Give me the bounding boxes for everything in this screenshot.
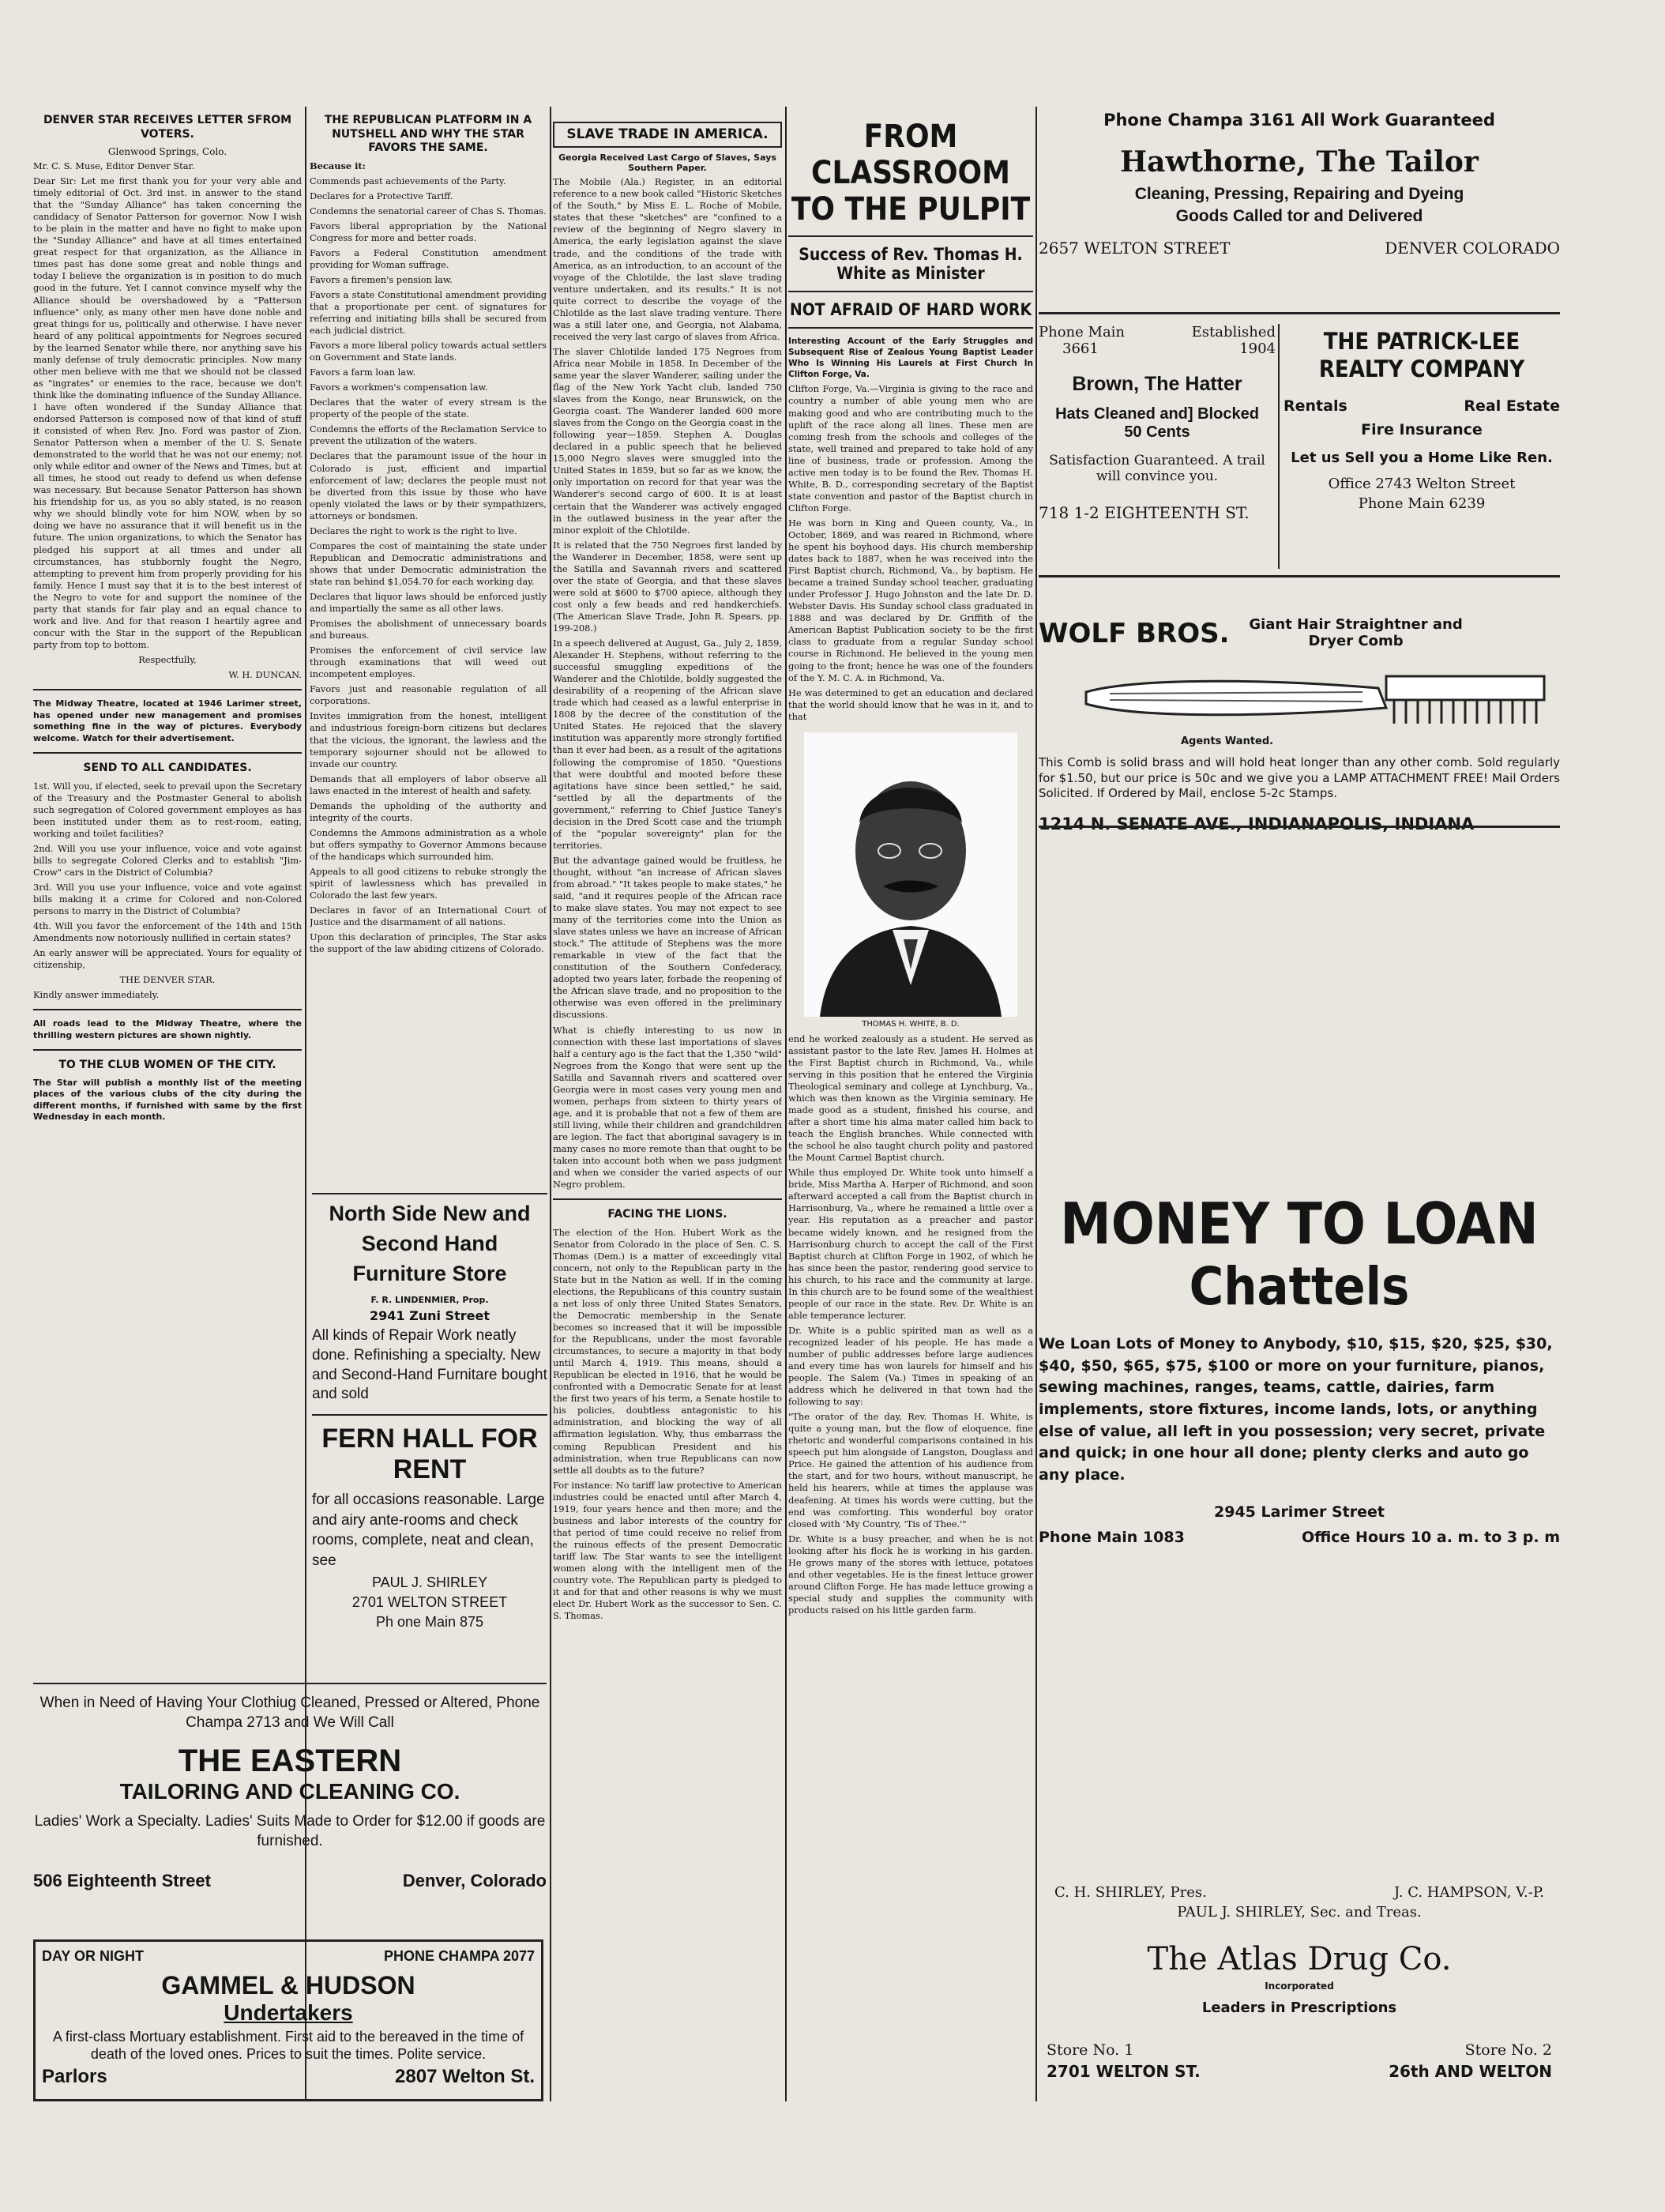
platform-item: Favors a state Constitutional amendment providing that a proportionate per cent. of signatures for referring and initiating bills shall be secured from each judicial district. [310,288,547,337]
paragraph: It is related that the 750 Negroes first landed by the Wanderer in December, 1858, were sent up the Satilla and Savannah rivers and scattered over the state of Georgia, and that these slaves were sold at $600 to $700 apiece, although they cost only a few beads and red handkerchiefs. (The American Slave Trade, John R. Spears, pp. 199-208.) [553,539,782,634]
portrait-caption: THOMAS H. WHITE, B. D. [862,1019,960,1029]
ad-address: 718 1-2 EIGHTEENTH ST. [1039,503,1250,522]
question: 1st. Will you, if elected, seek to prevail upon the Secretary of the Treasury and the Postmaster General to abolish such segregation of Colored government employes as has been instituted under them as to rest-room, eating, working and toilet facilities? [33,780,302,839]
ad-top-right: PHONE CHAMPA 2077 [383,1948,535,1964]
ad-text: Ladies' Work a Specialty. Ladies' Suits Made to Order for $12.00 if goods are furnished. [34,1813,546,1850]
article-body: The Star will publish a monthly list of the meeting places of the various clubs of the city during the different months, if furnished with same by the first Wednesday in each month. [33,1077,302,1123]
headline: FROM CLASSROOM [811,118,1010,191]
signature: W. H. DUNCAN. [228,668,302,680]
ad-top: Phone Champa 3161 All Work Guaranteed [1103,111,1495,130]
platform-item: Favors a more liberal policy towards actual settlers on Government and State lands. [310,340,547,363]
platform-item: Favors a Federal Constitution amendment providing for Woman suffrage. [310,246,547,270]
platform-list [310,175,547,929]
platform-item: Commends past achievements of the Party. [310,175,506,186]
divider [1039,826,1560,828]
ad-address: 2945 Larimer Street [1214,1503,1385,1522]
platform-item: Favors liberal appropriation by the National Congress for more and better roads. [310,220,547,243]
platform-item: Declares in favor of an International Court of Justice and the disarmament of all nations. [310,905,547,928]
portrait-image [804,732,1017,1017]
ad-line: Satisfaction Guaranteed. A trail will convince you. [1049,453,1265,484]
ad-bottom-left: Parlors [42,2066,107,2088]
paragraph: For instance: No tariff law protective to American industries could be enacted until after March 4, 1919, four years hence and then more; and the business and labor interests of the country for that period of time could receive no relief from the ruinous effects of the present Democratic tariff law. The Star wants to see the intelligent women along with the intelligent men of the country vote. The Republican party is pledged to it and for that and other reasons is why we must elect Dr. Hubert Work as the successor to Sen. C. S. Thomas. [553,1479,782,1622]
signature: THE DENVER STAR. [119,974,216,986]
ad-product: Giant Hair Straightner and Dryer Comb [1249,616,1463,649]
ad-phone: Phone Main 1083 [1039,1529,1185,1547]
paragraph: Clifton Forge, Va.—Virginia is giving to the race and country a number of able young men who are making good and who are contributing much to the uplift of the race along all lines. These men are coming fresh from the schools and colleges of the state, well trained and prepared to take hold of any line of business, trade or profession. Among the active men today is to be found the Rev. Thomas H. White, B. D., corresponding secretary of the Baptist state convention and pastor of the Baptist church in Clifton Forge. [788,383,1033,514]
brown-hatter-ad [1039,324,1276,522]
contact-phone: Ph one Main 875 [375,1613,484,1630]
platform-item: Declares that liquor laws should be enforced justly and impartially the same as all other laws. [310,591,547,615]
column-rule [1035,107,1037,2101]
paragraph: In a speech delivered at August, Ga., July 2, 1859, Alexander H. Stephens, without referring to the successful smuggling expeditions of the Wanderer and the Chlotilde, boldly suggested the desirability of a reopening of the African slave trade which had ceased as a lawful enterprise in 1808 by the decree of the constitution of the United States. He rejoiced that the slavery institution was apparently more strongly fortified than it ever had been, as a result of the agitations following the compromise of 1850. "Questions that were doubtful and mooted before these agitations have since been settled," he said, "settled by all the departments of the government," referring to Chief Justice Taney's decision in the Dred Scott case and the triumph of the "popular sovereignty" plan for the territories. [553,638,782,851]
question: 4th. Will you favor the enforcement of the 14th and 15th Amendments now notoriously nullified in certain states? [33,920,302,944]
gammel-hudson-ad [33,1939,543,2101]
ad-item: Fire Insurance [1361,420,1483,438]
ad-officer: C. H. SHIRLEY, Pres. [1054,1884,1207,1901]
ad-office: Office 2743 Welton Street [1328,475,1516,492]
ad-name: THE EASTERN [178,1744,402,1779]
est-year: 1904 [1239,340,1276,357]
notice: The Midway Theatre, located at 1946 Larimer street, has opened under new management and promises something fine in the way of pictures. Everybody welcome. Watch for their advertisement. [33,698,302,743]
platform-item: Declares that the water of every stream is the property of the people of the state. [310,397,547,420]
platform-item: Declares for a Protective Tariff. [310,190,453,201]
store-2-address: 26th AND WELTON [1389,2062,1552,2081]
column-4 [788,118,1033,2109]
addressee: Mr. C. S. Muse, Editor Denver Star. [33,160,195,171]
ad-hours: Office Hours 10 a. m. to 3 p. m [1301,1529,1560,1547]
ad-name: WOLF BROS. [1039,618,1230,649]
ad-text: All kinds of Repair Work neatly done. Refinishing a specialty. New and Second-Hand Furnitare bought and sold [312,1327,547,1403]
article-subtitle: Georgia Received Last Cargo of Slaves, Says Southern Paper. [558,152,776,174]
article-title: SEND TO ALL CANDIDATES. [83,762,252,775]
platform-item: Condemns the senatorial career of Chas S. Thomas. [310,205,547,216]
proprietor: F. R. LINDENMIER, Prop. [370,1295,489,1306]
est-label: Established [1191,324,1276,340]
article-title: TO THE CLUB WOMEN OF THE CITY. [58,1059,276,1072]
article-title: SLAVE TRADE IN AMERICA. [553,122,782,148]
ad-tag: Leaders in Prescriptions [1201,1999,1397,2016]
ad-inc: Incorporated [1265,1981,1334,1992]
ad-intro: When in Need of Having Your Clothiug Cleaned, Pressed or Altered, Phone Champa 2713 and We Will Call [39,1695,540,1731]
platform-item: Declares that the paramount issue of the hour in Colorado is just, efficient and impartial enforcement of law; declares the people must not be diverted from this issue by those who have openly violated the laws or by their sympathizers, attorneys or bondsmen. [310,450,547,521]
ad-line: 50 Cents [1124,423,1190,441]
ad-phone: Phone Main 6239 [1358,495,1486,512]
notice: All roads lead to the Midway Theatre, where the thrilling western pictures are shown nightly. [33,1018,302,1040]
paragraph: But the advantage gained would be fruitless, he thought, without "an increase of African slaves from abroad." "It takes people to make states," he said, "and it requires people of the African race to make slave states. You may not expect to see many of the territories come into the Union as slave states unless we have an increase of African stock." The attitude of Stephens was the more remarkable in view of the fact that the constitution of the Southern Confederacy, adopted two years later, forbade the reopening of the African slave trade, and no proposition to the otherwise was even offered in the preliminary discussions. [553,854,782,1021]
ad-headline: MONEY TO LOAN [1060,1191,1539,1257]
phone-label: Phone Main [1039,324,1126,340]
ad-name: TAILORING AND CLEANING CO. [119,1779,460,1804]
divider [553,1198,782,1200]
paragraph: The Mobile (Ala.) Register, in an editorial reference to a new book called "Historic Sketches of the South," by Miss E. L. Roche of Mobile, states that these "sketches" are "confined to a review of the beginning of Negro slavery in America, the early legislation against the slave trade, and the conditions of the trade with America, as an introduction, to an account of the voyage of the Chlotilde, the last slave trading venture undertaken, and its results." It is not quite correct to describe the voyage of the Chlotilde as the last slave trading venture. There was a still later one, and Georgia, not Alabama, received the very last cargo of slaves from Africa. [553,176,782,342]
ad-text: A first-class Mortuary establishment. First aid to the bereaved in the time of death of the loved ones. Prices to suit the times. Polite service. [52,2029,524,2062]
divider [33,689,302,690]
platform-item: Appeals to all good citizens to rebuke strongly the spirit of lawlessness which has prevailed in Colorado the last few years. [310,865,547,901]
deck: Interesting Account of the Early Struggles and Subsequent Rise of Zealous Young Baptist Leader Who Is Winning His Laurels at First Church In Clifton Forge, Va. [788,337,1033,379]
ad-name: Brown, The Hatter [1072,373,1242,395]
headline: TO THE PULPIT [791,191,1031,228]
atlas-drug-ad [1039,1884,1560,2081]
divider [33,1049,302,1051]
column-3 [553,118,782,2109]
address: 2941 Zuni Street [370,1308,490,1324]
ad-name: THE PATRICK-LEE REALTY COMPANY [1318,328,1525,382]
platform-item: Promises the enforcement of civil service law through examinations that will weed out incompetent employes. [310,645,547,680]
column-rule [1278,324,1280,569]
ad-bottom-right: 2807 Welton St. [395,2066,535,2088]
ad-line: Hats Cleaned and] Blocked [1055,405,1259,423]
paragraph: What is chiefly interesting to us now in connection with these last importations of slaves half a century ago is the fact that the 1,350 "wild" Negroes from the Kongo that were sent up the Satilla and Savannah rivers and scattered over Georgia were in most cases very young men and women, perhaps from sixteen to thirty years of age, and it is probable that not a few of them are still living, while their children and grandchildren are legion. The fact that aboriginal savagery is in many cases no more remote than that ought to be taken into account both when we pass judgment and when we consider the varied aspects of our Negro problem. [553,1024,782,1191]
question: 2nd. Will you use your influence, voice and vote against bills to segregate Colored Clerks and to establish "Jim-Crow" cars in the District of Columbia? [33,842,302,878]
ad-city: Denver, Colorado [402,1870,547,1890]
platform-item: Declares the right to work is the right to live. [310,525,517,536]
paragraph: Dr. White is a busy preacher, and when he is not looking after his flock he is working in his garden. He grows many of the stores with lettuce, potatoes and other vegetables. He is the finest lettuce grower around Clifton Forge. He has made lettuce growing a special study and supplies the community with products raised on his little garden farm. [788,1533,1033,1616]
wolf-bros-ad [1039,616,1560,833]
platform-item: Demands that all employers of labor observe all laws enacted in the interest of health and safety. [310,773,547,796]
platform-item: Compares the cost of maintaining the state under Republican and Democratic administrations and shows that under Democratic administration the state ran behind $1,054.70 for each working day. [310,540,547,587]
money-loan-ad [1039,1193,1560,1546]
eastern-tailoring-ad [33,1683,547,1891]
hawthorne-ad [1039,111,1560,258]
platform-item: Condemns the Ammons administration as a whole but offers sympathy to Governor Ammons because of the handicaps which surrounded him. [310,826,547,862]
ad-item: Rentals [1284,397,1347,415]
ad-text: This Comb is solid brass and will hold heat longer than any other comb. Sold regularly for $1.50, but our price is 50c and we give you a LAMP ATTACHMENT FREE! Mail Orders Solicited. If Ordered by Mail, enclose 5-2c Stamps. [1039,755,1560,800]
ad-item: Real Estate [1464,397,1560,415]
paragraph: end he worked zealously as a student. He served as assistant pastor to the late Rev. James H. Holmes at the First Baptist church in Richmond, Va., while serving in this position that he entered the Virginia Theological seminary and college at Lynchburg, Va., which was then known as the Virginia seminary. He made good as a student, finished his course, and after a short time his alma mater called him back to teach the English branches. While connected with the school he also taught church polity and pastored the Mount Carmel Baptist church. [788,1033,1033,1164]
paragraph: The slaver Chlotilde landed 175 Negroes from Africa near Mobile in 1858. In December of the same year the slaver Wanderer, sailing under the flag of the New York Yacht club, landed 750 slaves from the Kongo, near Brunswick, on the Georgia coast. The Wanderer landed 600 more slaves from the Congo on the Georgia coast in the following year—1859. Stephen A. Douglas declared in a public speech that he believed 15,000 Negro slaves were smuggled into the United States in 1859, but so far as we know, the only importation on record for that year was the Wanderer's second cargo of 600. It is at least certain that the Wanderer was actively engaged in the outlawed business in the year after the minor exploit of the Chlotilde. [553,345,782,536]
divider [33,752,302,754]
ad-headline: FERN HALL FOR RENT [321,1424,538,1485]
divider [1039,312,1560,314]
ad-sub: Chattels [1189,1256,1410,1318]
contact-name: PAUL J. SHIRLEY [371,1574,488,1590]
closing: Respectfully, [138,653,197,665]
subheadline: Success of Rev. Thomas H. White as Minister [799,245,1023,283]
platform-item: Favors a workmen's compensation law. [310,382,488,393]
ad-headline: North Side New and Second Hand Furniture Store [329,1202,531,1285]
subheadline: NOT AFRAID OF HARD WORK [789,300,1032,319]
ad-title: Undertakers [224,2000,353,2025]
ad-top-left: DAY OR NIGHT [42,1948,145,1964]
ad-officer: PAUL J. SHIRLEY, Sec. and Treas. [1177,1904,1422,1920]
store-2: Store No. 2 [1464,2041,1552,2059]
divider [1039,575,1560,577]
phone-number: 3661 [1062,340,1099,357]
letter-body: Dear Sir: Let me first thank you for your very able and timely editorial of Oct. 3rd inst. in answer to the stand that the "Sunday Alliance" has taken concerning the candidacy of Senator Patterson for governor. Now I wish to be plain in the matter and have no fight to make upon the "Sunday Alliance" and have at all times entertained great respect for that organization, as the Alliance in times past has done some great and noble things and today I believe the organization is in position to do much good in the future. Yet I cannot convince myself why the Alliance should be overshadowed by a "Patterson influence" only, as many other men have done noble and great things for us, politically and otherwise. I have never heard of any political appointments for Negroes secured by the learned Senator while there, nor anything save his manly defense of truly democratic principles. Now many other men believe with me that we should not be classed as "ingrates" or enemies to the race, because we don't think like the dominating influence of the Sunday Alliance. I have often wondered if the Sunday Alliance that endorsed Patterson is composed now of that kind of stuff it consisted of when Rev. Jno. Ford was pastor of Zion. Senator Patterson when a member of the U. S. Senate demonstrated to the world that he was not our enemy; not only while editor and owner of the News and Times, but at all times, he stood out ready to defend us when defense was necessary. But because Senator Patterson has shown his friendship for us, as you so ably stated, is no reason why we should blindly vote for him NOW, when by so doing we have no assurance that it will benefit us in the future. The union organizations, to which the Senator has pledged his support at all times and under all circumstances, has stubbornly fought the Negro, attempting to prevent him from properly providing for his family. Hence I must say that it is to the best interest of the Negro to vote for and support the nominee of the party that stands for fair play and an equal chance to work and live. And for that reason I heartily agree and concur with the Star in the support of the Republican party from top to bottom. [33,175,302,650]
closing: An early answer will be appreciated. Yours for equality of citizenship, [33,947,302,971]
article-title: DENVER STAR RECEIVES LETTER SFROM VOTERS. [43,114,292,141]
closing: Upon this declaration of principles, The Star asks the support of the law abiding citizens of Colorado. [310,931,547,955]
column-rule [550,107,551,2101]
paragraph: While thus employed Dr. White took unto himself a bride, Miss Martha A. Harper of Richmond, and soon afterward accepted a call from the Baptist church in Harrisonburg, Va., where he remained a little over a year. His reputation as a preacher and pastor became widely known, and he resigned from the Harrisonburg church to accept the call of the First Baptist church at Clifton Forge in 1902, of which he has since been the pastor, rendering good service to his church, to his race and the community at large. In this church are to be found some of the wealthiest people of our race in the state. Rev. Dr. White is an able temperance lecturer. [788,1167,1033,1321]
ad-name: The Atlas Drug Co. [1147,1941,1452,1977]
ad-address: 1214 N. SENATE AVE., INDIANAPOLIS, INDIANA [1039,814,1475,833]
divider [33,1009,302,1010]
ad-name: GAMMEL & HUDSON [161,1971,415,1999]
ad-name: Hawthorne, The Tailor [1120,145,1479,179]
ad-officer: J. C. HAMPSON, V.-P. [1393,1884,1544,1901]
ad-line: Goods Called tor and Delivered [1175,207,1423,225]
furniture-ad [312,1193,547,1405]
ad-line: Let us Sell you a Home Like Ren. [1291,449,1553,466]
paragraph: He was determined to get an education and declared that the world should know that he was in it, and to that [788,687,1033,722]
store-1: Store No. 1 [1047,2041,1134,2059]
patrick-lee-ad [1284,328,1560,512]
ad-city: DENVER COLORADO [1385,239,1560,258]
question: 3rd. Will you use your influence, voice and vote against bills making it a crime for Colored and non-Colored persons to marry in the District of Columbia? [33,881,302,917]
dateline: Glenwood Springs, Colo. [107,146,227,157]
ad-line: Cleaning, Pressing, Repairing and Dyeing [1134,185,1464,203]
divider [788,327,1033,329]
divider [788,235,1033,237]
platform-item: Favors a farm loan law. [310,367,416,378]
column-rule [785,107,787,2101]
hall-ad [312,1414,547,1631]
paragraph: He was born in King and Queen county, Va., in October, 1869, and was reared in Richmond, where he spent his boyhood days. His church membership dates back to 1887, when he was received into the First Baptist church, Richmond, Va., by baptism. He became a trained Sunday school teacher, graduating under Professor J. Hugo Johnston and the late Dr. D. Webster Davis. His Sunday school class graduated in 1888 and was declared by Dr. Griffith of the American Baptist Publication society to be the first class to graduate from a regular Sunday school course in Richmond. He believed in the young men going to the front; hence he was one of the founders of the Y. M. C. A. in Richmond, Va. [788,517,1033,683]
closing: Kindly answer immediately. [33,989,160,1001]
ad-text: for all occasions reasonable. Large and airy ante-rooms and check rooms, complete, neat and clean, see [312,1492,545,1570]
ad-agents: Agents Wanted. [1181,735,1274,747]
paragraph: Dr. White is a public spirited man as well as a recognized leader of his people. He has made a number of public addresses before large audiences and every time has won laurels for himself and his people. The Salem (Va.) Times in speaking of an address which he delivered in that town had the following to say: [788,1324,1033,1408]
article-title: THE REPUBLICAN PLATFORM IN A NUTSHELL AND WHY THE STAR FAVORS THE SAME. [324,114,532,154]
platform-item: Favors a firemen's pension law. [310,273,453,285]
platform-item: Condemns the efforts of the Reclamation Service to prevent the utilization of the waters. [310,423,547,447]
article-title: FACING THE LIONS. [607,1208,727,1221]
platform-item: Promises the abolishment of unnecessary boards and bureaus. [310,618,547,641]
ad-address: 2657 WELTON STREET [1039,239,1231,258]
ad-address: 506 Eighteenth Street [33,1870,211,1890]
contact-address: 2701 WELTON STREET [351,1593,508,1610]
comb-icon [1047,660,1552,735]
platform-item: Invites immigration from the honest, intelligent and industrious foreign-born citizens but declares that the vicious, the ignorant, the lawless and the temporary sojourner should not be allowed to invade our country. [310,710,547,769]
store-1-address: 2701 WELTON ST. [1047,2062,1201,2081]
platform-item: Demands the upholding of the authority and integrity of the courts. [310,799,547,823]
paragraph: "The orator of the day, Rev. Thomas H. White, is quite a young man, but the flow of eloquence, fine rhetoric and wonderful comparisons contained in his speech put him alongside of Langston, Douglass and Price. He gained the attention of his audience from the start, and for two hours, without manuscript, he held his hearers, while at times the applause was deafening. At times his words were cutting, but the end was comforting. This wonderful boy orator closed with 'My Country, 'Tis of Thee.'" [788,1411,1033,1529]
ad-text: We Loan Lots of Money to Anybody, $10, $15, $20, $25, $30, $40, $50, $65, $75, $100 or more on your furniture, pianos, sewing machines, ranges, teams, cattle, dairies, farm implements, store fixtures, income lands, lots, or anything else of value, all left in you possession; very secret, private and quick; in one hour all done; plenty clerks and auto go any place. [1039,1335,1553,1484]
paragraph: The election of the Hon. Hubert Work as the Senator from Colorado in the place of Sen. C. S. Thomas (Dem.) is a matter of exceedingly vital concern, not only to the Republican party in the State but in the Nation as well. If in the coming elections, the Republicans of this country sustain a net loss of only three United States Senators, the Democratic membership in the Senate becomes so increased that it will be impossible for the Republicans, under the most favorable circumstances, to secure a majority in that body until March 4, 1919. This means, should a Republican be elected in 1916, that he would be confronted with a Democratic Senate for at least the first two years of his term, a Senate hostile to his policies, doubtless antagonistic to his administration, and blocking the way of all affirmation legislation. Why, thus embarrass the coming Republican President and his administration, when true Republicans can now settle all doubts as to the future? [553,1226,782,1476]
platform-item: Favors just and reasonable regulation of all corporations. [310,683,547,707]
divider [788,291,1033,292]
intro: Because it: [310,160,366,171]
